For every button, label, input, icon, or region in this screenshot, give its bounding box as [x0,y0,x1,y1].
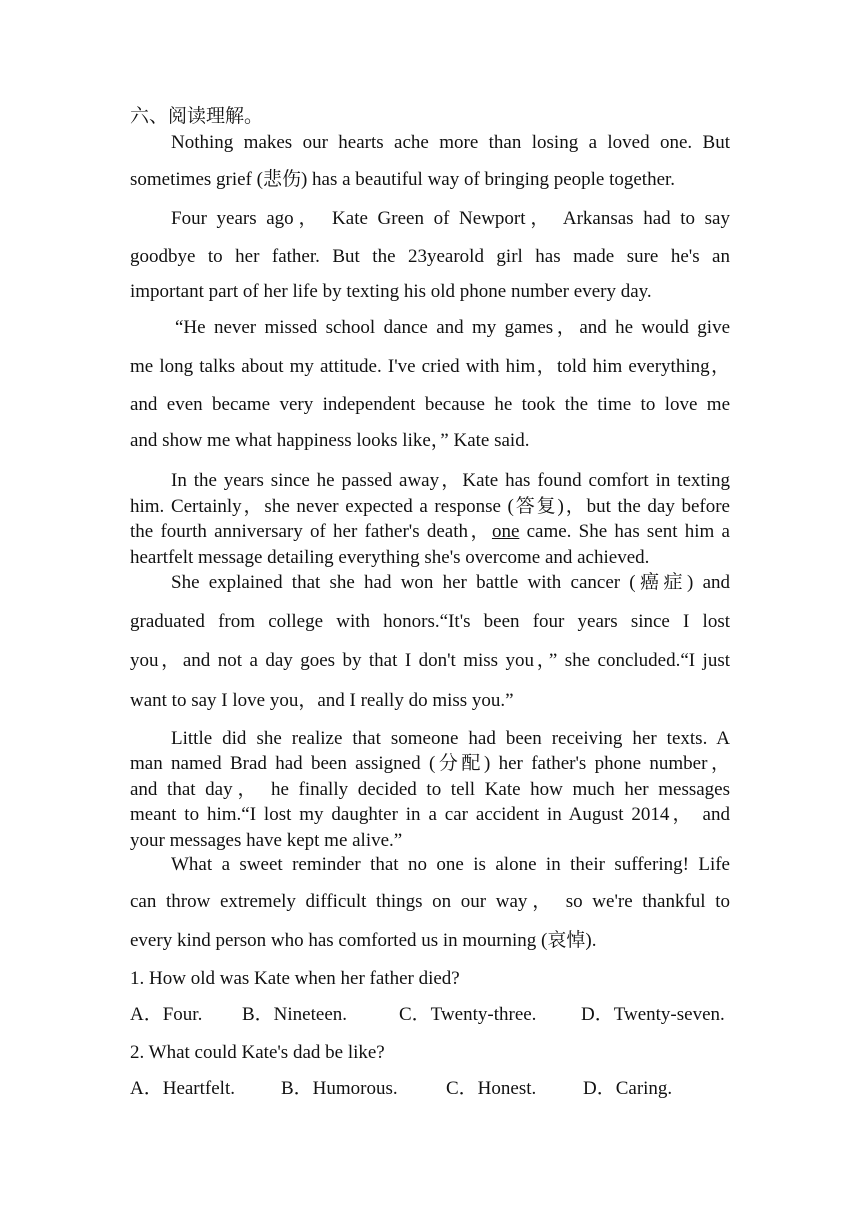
passage-p1-line2: sometimes grief (悲伤) has a beautiful way of bringing people together. [130,169,676,190]
question-2-option-d[interactable]: D．Caring. [583,1078,673,1099]
question-1-option-a[interactable]: A．Four. [130,1004,203,1025]
passage-p5-line4: want to say I love you，and I really do miss you.” [130,690,514,711]
passage-p2-line3: important part of her life by texting his old phone number every day. [130,281,652,302]
passage-p7-line3: every kind person who has comforted us in mourning (哀悼). [130,930,597,951]
passage-p3-line2: me long talks about my attitude. I've cried with him，told him everything， [130,356,730,377]
passage-p5-line3: you，and not a day goes by that I don't miss you，” she concluded.“I just [130,650,730,671]
passage-p7-line1: What a sweet reminder that no one is alone in their suffering! Life [171,854,730,875]
passage-p2-line1: Four years ago， Kate Green of Newport， Arkansas had to say [171,208,730,229]
passage-p4-line4: heartfelt message detailing everything she's overcome and achieved. [130,547,650,568]
passage-p4-line2: him. Certainly，she never expected a response (答复)，but the day before [130,496,730,517]
passage-p3-line4: and show me what happiness looks like，” Kate said. [130,430,530,451]
passage-p4-line1: In the years since he passed away，Kate has found comfort in texting [171,470,730,491]
question-1-option-d[interactable]: D．Twenty-seven. [581,1004,725,1025]
question-1-stem: 1. How old was Kate when her father died? [130,968,460,989]
passage-p6-line3: and that day， he finally decided to tell Kate how much her messages [130,779,730,800]
question-1-option-b[interactable]: B．Nineteen. [242,1004,348,1025]
passage-p6-line2: man named Brad had been assigned (分配) her father's phone number， [130,753,730,774]
passage-p7-line2: can throw extremely difficult things on our way， so we're thankful to [130,891,730,912]
passage-p4-line3-before: the fourth anniversary of her father's death， [130,521,492,542]
passage-p1-line1: Nothing makes our hearts ache more than losing a loved one. But [171,132,730,153]
passage-p5-line1: She explained that she had won her battle with cancer (癌症) and [171,572,730,593]
passage-p6-line5: your messages have kept me alive.” [130,830,403,851]
underlined-word-one: one [491,521,520,542]
passage-p2-line2: goodbye to her father. But the 23yearold girl has made sure he's an [130,246,730,267]
passage-p6-line1: Little did she realize that someone had been receiving her texts. A [171,728,730,749]
passage-p4-line3-after: came. She has sent him a [519,521,730,542]
question-2-option-a[interactable]: A．Heartfelt. [130,1078,235,1099]
section-heading: 六、阅读理解。 [130,106,264,127]
passage-p5-line2: graduated from college with honors.“It's been four years since I lost [130,611,730,632]
question-2-stem: 2. What could Kate's dad be like? [130,1042,385,1063]
question-2-option-b[interactable]: B．Humorous. [281,1078,398,1099]
passage-p6-line4: meant to him.“I lost my daughter in a car accident in August 2014， and [130,804,730,825]
question-2-option-c[interactable]: C．Honest. [446,1078,537,1099]
passage-p3-line1: “He never missed school dance and my games，and he would give [175,317,730,338]
question-1-option-c[interactable]: C．Twenty-three. [399,1004,537,1025]
passage-p3-line3: and even became very independent because he took the time to love me [130,394,730,415]
passage-p4-line3 [130,520,730,544]
